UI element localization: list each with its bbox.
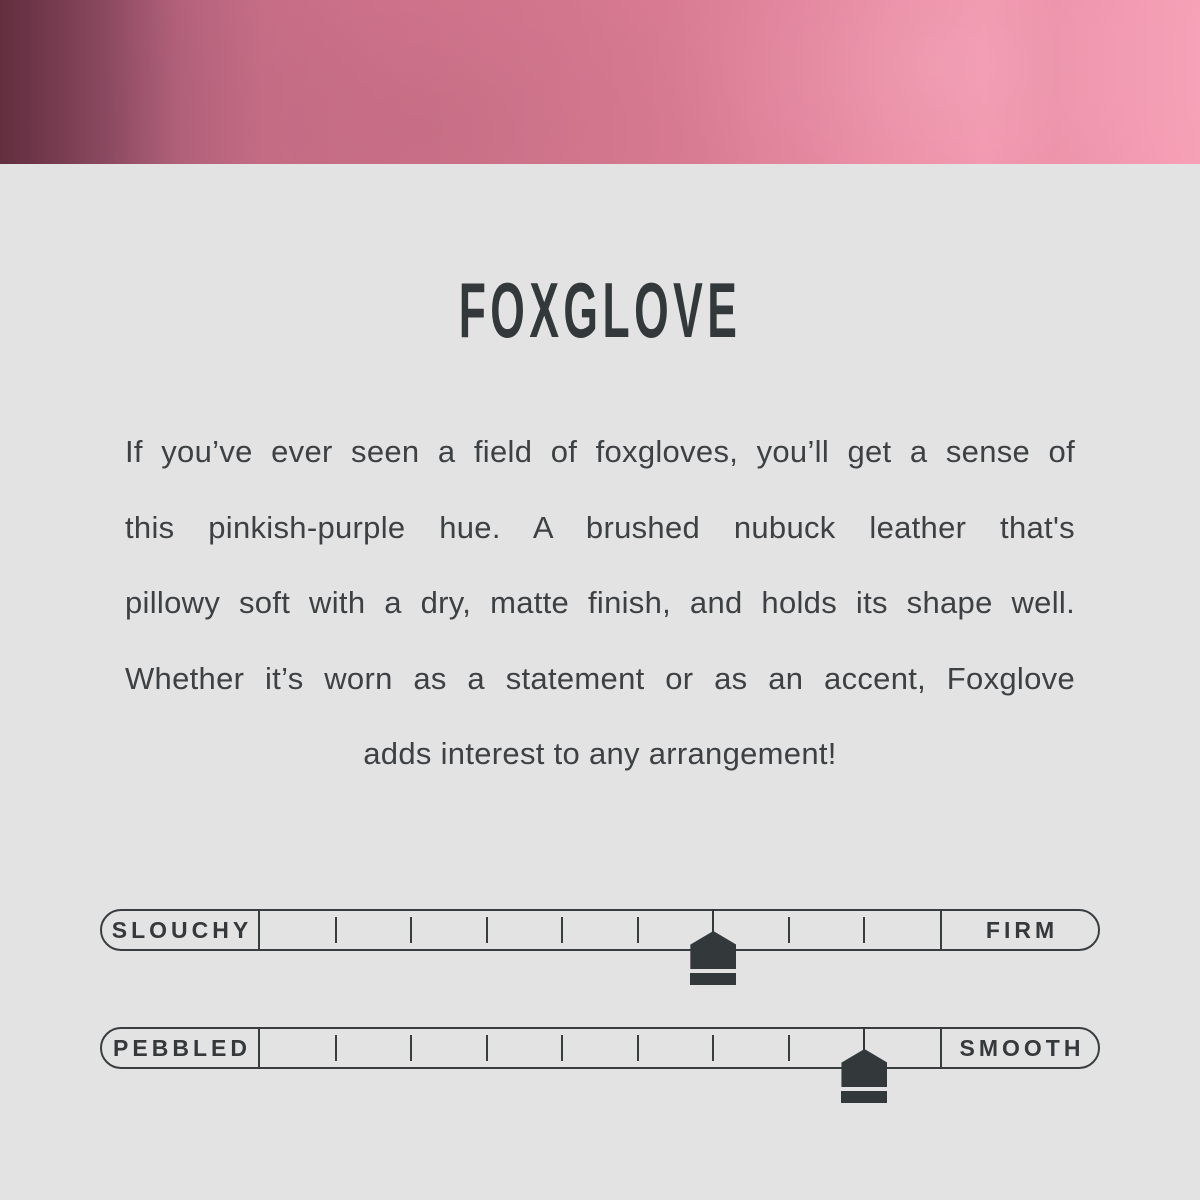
texture-scale [100,1027,1100,1069]
tick-mark [637,917,639,943]
firmness-scale-left-label: SLOUCHY [102,911,260,949]
texture-scale-right-label: SMOOTH [940,1029,1098,1067]
tick-mark [561,917,563,943]
tick-mark [561,1035,563,1061]
tick-mark [410,917,412,943]
firmness-scale-right-label: FIRM [940,911,1098,949]
tick-mark [788,1035,790,1061]
texture-marker-icon [841,1027,887,1103]
description-line: pillowy soft with a dry, matte finish, and holds its shape well. [125,585,1075,620]
firmness-marker-icon [690,909,736,985]
tick-mark [863,917,865,943]
marker-stem [712,909,714,931]
tick-mark [410,1035,412,1061]
tick-mark [788,917,790,943]
leather-swatch-banner [0,0,1200,164]
description-line: this pinkish-purple hue. A brushed nubuck leather that's [125,509,1075,545]
marker-pointer [690,931,736,969]
texture-scale-track [260,1029,940,1067]
tick-mark [712,1035,714,1061]
firmness-scale-track [260,911,940,949]
description-line: If you’ve ever seen a field of foxgloves, you’ll get a sense of [125,434,1075,469]
tick-mark [335,1035,337,1061]
description-line: adds interest to any arrangement! [363,736,837,771]
description-paragraph [125,414,1075,792]
description-line: Whether it’s worn as a statement or as an accent, Foxglove [125,660,1075,696]
marker-bar [841,1091,887,1103]
tick-mark [335,917,337,943]
marker-stem [863,1027,865,1049]
tick-mark [486,1035,488,1061]
texture-scale-left-label: PEBBLED [102,1029,260,1067]
marker-pointer [841,1049,887,1087]
firmness-scale [100,909,1100,951]
marker-bar [690,973,736,985]
page-title: FOXGLOVE [458,266,742,354]
tick-mark [486,917,488,943]
tick-mark [637,1035,639,1061]
